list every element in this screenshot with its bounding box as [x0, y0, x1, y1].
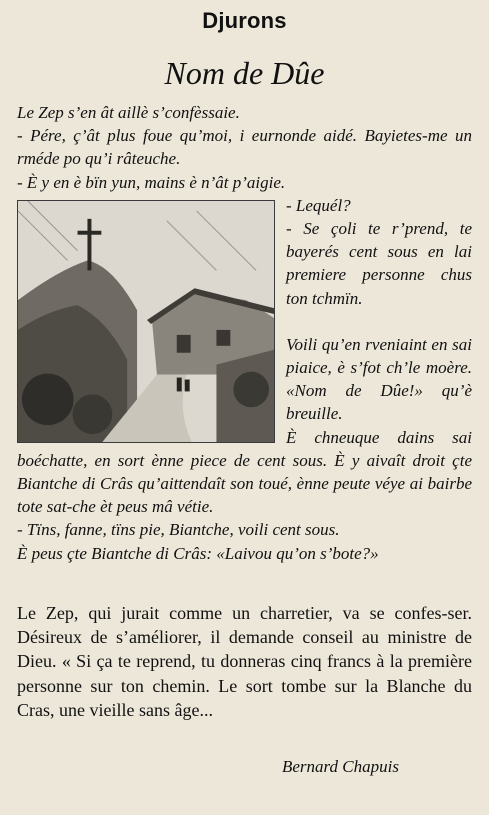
- dialect-line: - Se çoli te r’prend, te bayerés cent sous en lai premiere personne chus ton tchmïn.: [286, 219, 472, 308]
- author-signature: Bernard Chapuis: [282, 757, 399, 776]
- dialect-line: È chneuque dains sai boéchatte, en sort ènne piece de cent sous. È y aivaît droit çte Biantche di Crâs qu’aittendaît son toué, ènne peute véye ai bairbe tote sat-che èt peus mâ vétie.: [17, 427, 472, 517]
- section-header: Djurons: [202, 8, 287, 33]
- dialect-line: - Pére, ç’ât plus foue qu’moi, i eurnonde aidé. Bayietes-me un rméde po qu’i râteuche.: [17, 126, 472, 169]
- village-illustration: [17, 200, 275, 443]
- french-summary: Le Zep, qui jurait comme un charretier, va se confes-ser. Désireux de s’améliorer, il demande conseil au ministre de Dieu. « Si ça te reprend, tu donneras cinq francs à la première personne sur ton chemin. Le sort tombe sur la Blanche du Cras, une vieille sans âge...: [17, 603, 472, 720]
- dialect-line: Le Zep s’en ât aillè s’confèssaie.: [17, 103, 240, 122]
- dialect-text-block: [17, 101, 472, 565]
- dialect-line: - Tïns, fanne, tïns pie, Biantche, voili cent sous.: [17, 520, 340, 540]
- dialect-line: - Lequél?: [286, 195, 351, 215]
- dialect-line: - È y en è bïn yun, mains è n’ât p’aigie.: [17, 172, 286, 192]
- dialect-line: Voili qu’en rveniaint en sai piaice, è s’fot ch’le moère. «Nom de Dûe!» qu’è breuille.: [286, 334, 472, 424]
- village-sketch-image: [18, 201, 274, 442]
- dialect-line: È peus çte Biantche di Crâs: «Laivou qu’on s’bote?»: [17, 543, 379, 563]
- story-title: Nom de Dûe: [164, 55, 325, 91]
